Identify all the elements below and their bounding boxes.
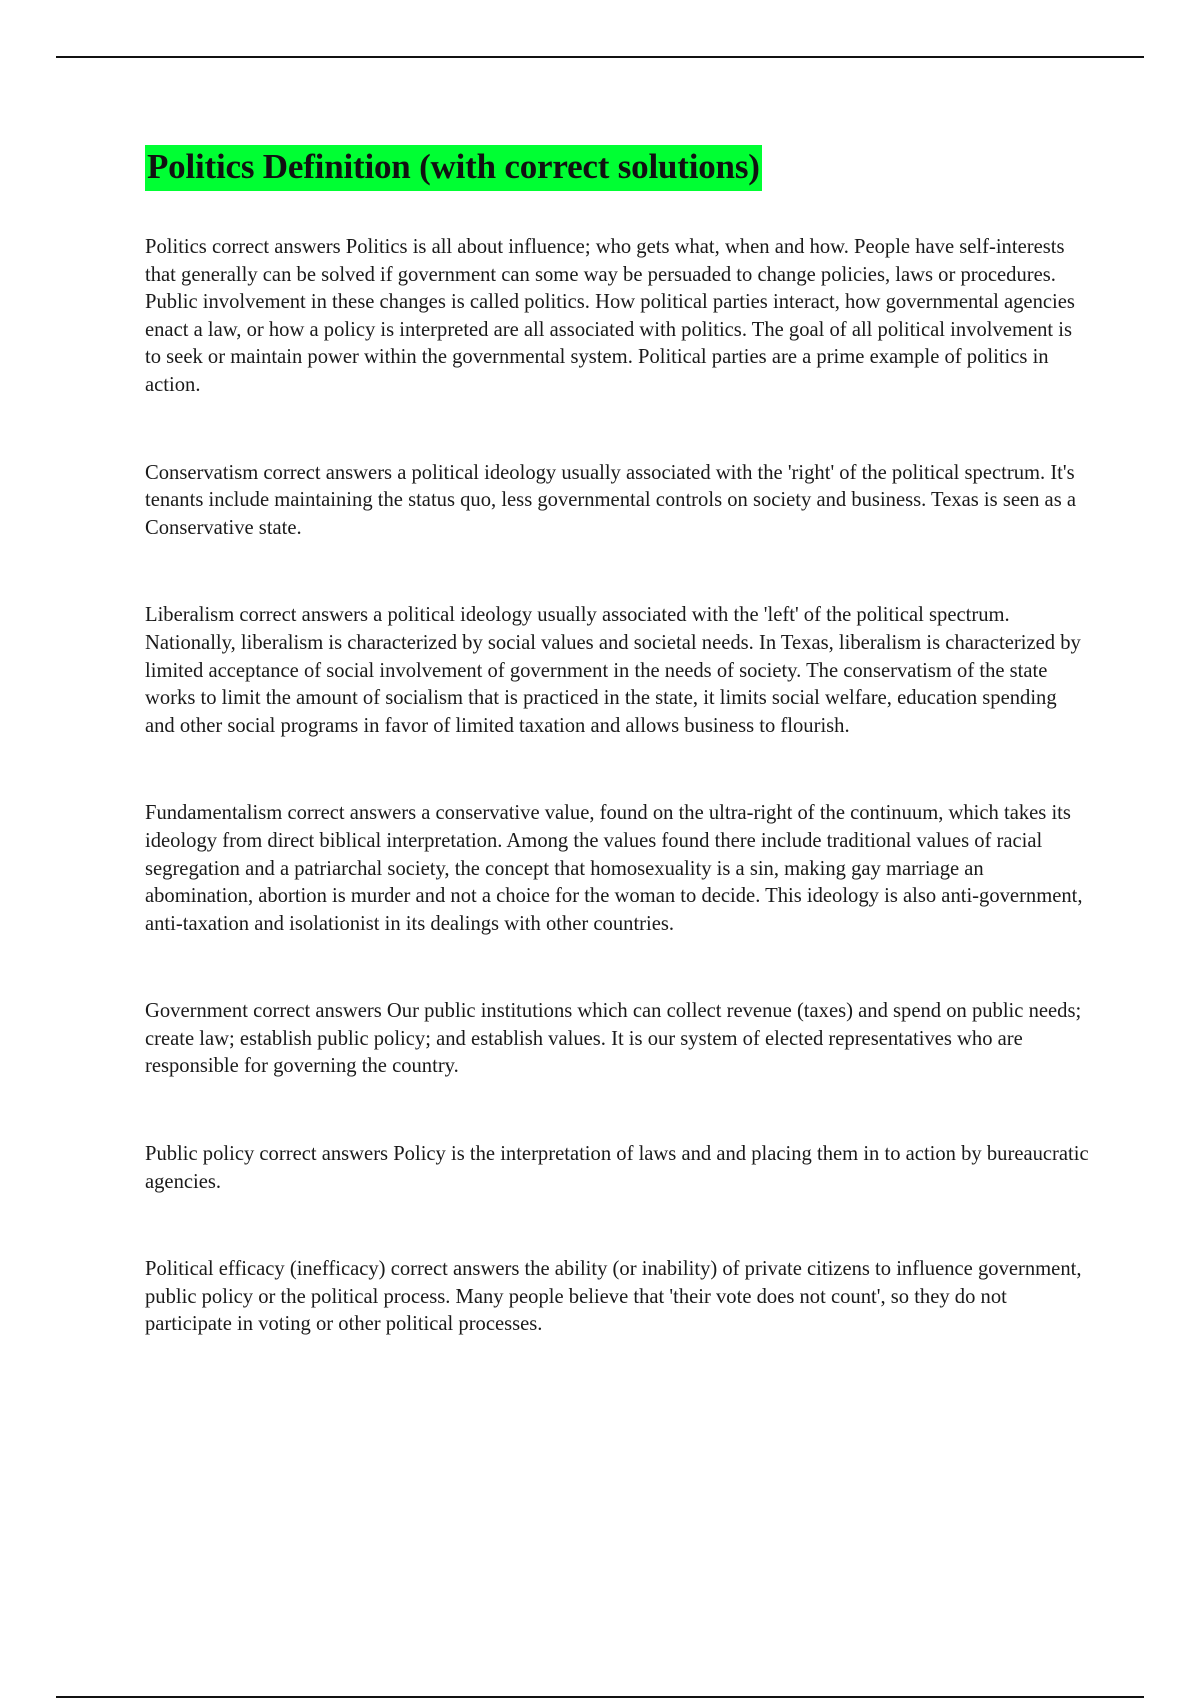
entry-liberalism	[145, 602, 1090, 740]
entry-government	[145, 998, 1090, 1081]
entry-answer-label: correct answers	[253, 1000, 382, 1023]
entry-definition: the ability (or inability) of private citizens to influence government, public policy or the political process. Many people believe that 'their vote does not count', so they do not participate in voting or other political processes.	[145, 1258, 1082, 1336]
entry-term: Public policy	[145, 1143, 255, 1166]
entry-term: Government	[145, 1000, 248, 1023]
entry-answer-label: correct answers	[259, 1143, 389, 1166]
entry-answer-label: correct answers	[390, 1258, 520, 1281]
entry-term: Political efficacy (inefficacy)	[145, 1258, 386, 1281]
entry-definition: a political ideology usually associated with the 'right' of the political spectrum. It's tenants include maintaining the status quo, less governmental controls on society and business. Texas is seen as a Conservative state.	[145, 461, 1077, 539]
entry-answer-label: correct answers	[239, 604, 369, 627]
entry-definition: a political ideology usually associated with the 'left' of the political spectrum. Nationally, liberalism is characterized by social values and societal needs. In Texas, liberalism is characterized by limited acceptance of social involvement of government in the needs of society. The conservatism of the state works to limit the amount of socialism that is practiced in the state, it limits social welfare, education spending and other social programs in favor of limited taxation and allows business to flourish.	[145, 604, 1081, 737]
entry-answer-label: correct answers	[211, 236, 341, 258]
entry-term: Conservatism	[145, 461, 259, 484]
entry-answer-label: correct answers	[287, 802, 417, 825]
entry-definition: Politics is all about influence; who gets what, when and how. People have self-interests that generally can be solved if government can some way be persuaded to change policies, laws or procedures. Public involvement in these changes is called politics. How political parties interact, how governmental agencies enact a law, or how a policy is interpreted are all associated with politics. The goal of all political involvement is to seek or maintain power within the governmental system. Political parties are a prime example of politics in action.	[145, 236, 1075, 396]
entry-public-policy	[145, 1141, 1090, 1196]
entry-politics	[145, 234, 1090, 400]
entry-fundamentalism	[145, 800, 1090, 938]
entry-list	[145, 234, 1090, 1339]
document-title: Politics Definition (with correct solutions)	[145, 145, 762, 191]
top-rule	[56, 56, 1144, 58]
entry-definition: Policy is the interpretation of laws and and placing them in to action by bureaucratic agencies.	[145, 1143, 1089, 1193]
document-content	[145, 145, 1090, 1339]
entry-term: Fundamentalism	[145, 802, 283, 825]
entry-conservatism	[145, 460, 1090, 543]
entry-term: Liberalism	[145, 604, 235, 627]
entry-political-efficacy	[145, 1256, 1090, 1339]
entry-term: Politics	[145, 236, 207, 258]
entry-definition: Our public institutions which can collect revenue (taxes) and spend on public needs; create law; establish public policy; and establish values. It is our system of elected representatives who are responsible for governing the country.	[145, 1000, 1082, 1078]
bottom-rule	[56, 1696, 1144, 1698]
entry-answer-label: correct answers	[263, 461, 393, 484]
entry-definition: a conservative value, found on the ultra-right of the continuum, which takes its ideology from direct biblical interpretation. Among the values found there include traditional values of racial segregation and a patriarchal society, the concept that homosexuality is a sin, making gay marriage an abomination, abortion is murder and not a choice for the woman to decide. This ideology is also anti-government, anti-taxation and isolationist in its dealings with other countries.	[145, 802, 1083, 935]
